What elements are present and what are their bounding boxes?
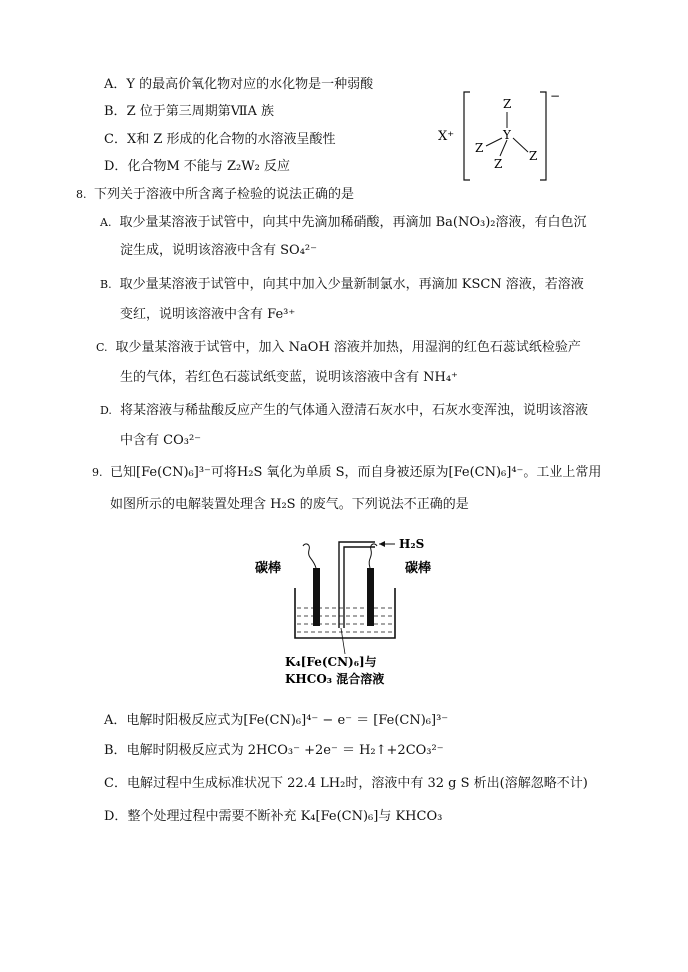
solution-label-line1: K₄[Fe(CN)₆]与 bbox=[285, 655, 377, 669]
arrow-head-icon bbox=[379, 541, 385, 547]
option-label: A. bbox=[100, 216, 112, 229]
left-carbon-rod bbox=[313, 568, 320, 626]
option-text: 整个处理过程中需要不断补充 K₄[Fe(CN)₆]与 KHCO₃ bbox=[127, 809, 443, 824]
bond-left bbox=[486, 138, 502, 146]
q9-stem-line1: 已知[Fe(CN)₆]³⁻可将H₂S 氧化为单质 S，而自身被还原为[Fe(CN)₆]⁴⁻。工业上常用 bbox=[110, 465, 602, 480]
q9-option-a bbox=[104, 712, 448, 730]
option-label: B． bbox=[104, 743, 127, 758]
q8-option-c-cont: 生的气体，若红色石蕊试纸变蓝，说明该溶液中含有 NH₄⁺ bbox=[120, 370, 458, 385]
q8-option-b-cont: 变红，说明该溶液中含有 Fe³⁺ bbox=[120, 307, 296, 322]
q7-option-a bbox=[104, 76, 373, 94]
ligand-z-right: Z bbox=[529, 149, 538, 163]
ligand-z-top: Z bbox=[503, 97, 512, 111]
q8-option-a-cont: 淀生成，说明该溶液中含有 SO₄²⁻ bbox=[120, 243, 317, 258]
bond-bottom bbox=[500, 140, 507, 156]
q8-option-d-cont: 中含有 CO₃²⁻ bbox=[120, 433, 202, 448]
option-label: B. bbox=[100, 278, 112, 291]
option-label: C． bbox=[104, 776, 127, 791]
option-label: B． bbox=[104, 104, 127, 119]
q8-number: 8. bbox=[76, 188, 87, 201]
ligand-z-left: Z bbox=[475, 141, 484, 155]
option-label: D． bbox=[104, 809, 128, 824]
left-bracket bbox=[464, 92, 470, 180]
q8-option-c bbox=[96, 339, 581, 357]
option-label: C. bbox=[96, 341, 108, 354]
cation-label: X⁺ bbox=[438, 129, 455, 144]
q7-option-b bbox=[104, 103, 274, 121]
q9-option-b bbox=[104, 742, 444, 760]
right-carbon-rod bbox=[367, 568, 374, 626]
option-text: 取少量某溶液于试管中，加入 NaOH 溶液并加热，用湿润的红色石蕊试纸检验产 bbox=[115, 340, 581, 355]
center-atom-y: Y bbox=[503, 128, 511, 142]
left-electrode-label: 碳棒 bbox=[255, 561, 282, 576]
electrolysis-apparatus-figure bbox=[245, 528, 445, 688]
option-label: A． bbox=[104, 713, 127, 728]
solution-label-line2: KHCO₃ 混合溶液 bbox=[285, 672, 385, 686]
ligand-z-bottom: Z bbox=[494, 157, 503, 171]
q7-option-d bbox=[104, 158, 290, 176]
option-text: 取少量某溶液于试管中，向其中先滴加稀硝酸，再滴加 Ba(NO₃)₂溶液，有白色沉 bbox=[119, 215, 587, 230]
right-electrode-label: 碳棒 bbox=[405, 561, 432, 576]
option-label: C． bbox=[104, 132, 127, 147]
anion-charge: − bbox=[550, 89, 561, 103]
option-text: 电解时阴极反应式为 2HCO₃⁻ +2e⁻ ＝ H₂↑+2CO₃²⁻ bbox=[126, 743, 444, 758]
q8-option-d bbox=[100, 402, 588, 420]
left-wire bbox=[303, 544, 316, 568]
option-text: X和 Z 形成的化合物的水溶液呈酸性 bbox=[126, 132, 336, 147]
q8-option-a bbox=[100, 214, 587, 232]
q9-option-c bbox=[104, 775, 588, 793]
q9-stem-line2: 如图所示的电解装置处理含 H₂S 的废气。下列说法不正确的是 bbox=[110, 497, 469, 512]
option-label: A． bbox=[104, 77, 127, 92]
solution-level bbox=[297, 608, 393, 632]
molecule-structure-figure bbox=[430, 84, 570, 184]
option-text: 电解时阳极反应式为[Fe(CN)₆]⁴⁻ − e⁻ ＝ [Fe(CN)₆]³⁻ bbox=[126, 713, 449, 728]
option-text: 电解过程中生成标准状况下 22.4 LH₂时，溶液中有 32 g S 析出(溶解忽略不计) bbox=[126, 776, 588, 791]
option-label: D． bbox=[104, 159, 128, 174]
q7-option-c bbox=[104, 131, 336, 149]
option-text: 化合物M 不能与 Z₂W₂ 反应 bbox=[127, 159, 290, 174]
q9-number: 9. bbox=[92, 466, 103, 479]
beaker bbox=[295, 588, 395, 638]
h2s-label: H₂S bbox=[399, 537, 425, 551]
q9-option-d bbox=[104, 808, 442, 826]
option-text: 将某溶液与稀盐酸反应产生的气体通入澄清石灰水中，石灰水变浑浊，说明该溶液 bbox=[119, 403, 588, 418]
option-text: Y 的最高价氧化物对应的水化物是一种弱酸 bbox=[126, 77, 374, 92]
option-text: 取少量某溶液于试管中，向其中加入少量新制氯水，再滴加 KSCN 溶液，若溶液 bbox=[119, 277, 584, 292]
option-label: D. bbox=[100, 404, 112, 417]
q8-stem: 下列关于溶液中所含离子检验的说法正确的是 bbox=[94, 187, 355, 202]
option-text: Z 位于第三周期第ⅦA 族 bbox=[126, 104, 275, 119]
right-bracket bbox=[540, 92, 546, 180]
q8-option-b bbox=[100, 276, 584, 294]
bond-right bbox=[513, 138, 528, 152]
